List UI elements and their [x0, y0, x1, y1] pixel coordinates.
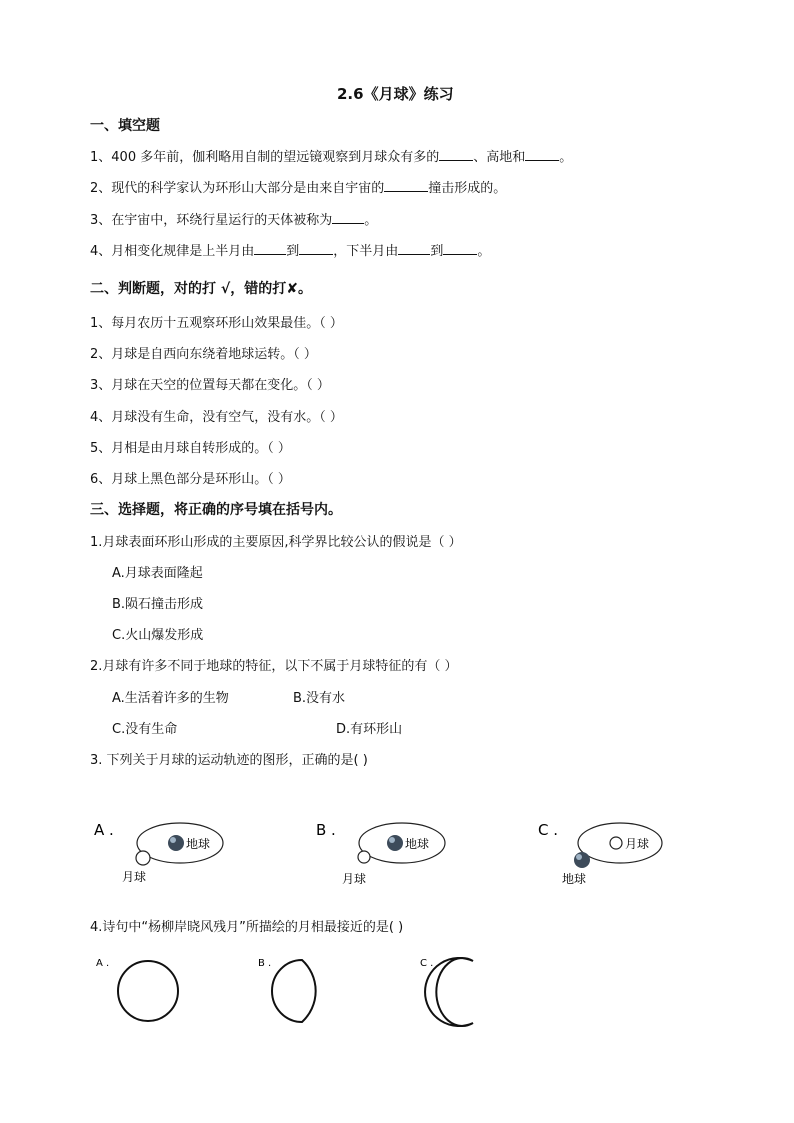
orbit-diagrams: [80, 805, 720, 895]
fill-q4-mid: ，下半月由: [333, 244, 399, 259]
answer-blank[interactable]: [443, 241, 477, 255]
full-moon-icon: [118, 961, 178, 1021]
fill-question-1: [90, 146, 572, 165]
orbit-diagram-b[interactable]: [316, 821, 445, 886]
moon-icon: [136, 851, 150, 865]
section1-heading: 一、填空题: [90, 118, 160, 134]
judge-item: 5、月相是由月球自转形成的。（ ）: [90, 441, 291, 456]
orbit-diagram-c[interactable]: [538, 821, 662, 886]
answer-blank[interactable]: [299, 241, 333, 255]
choice-q2-option-a[interactable]: A.生活着许多的生物: [112, 691, 229, 706]
earth-icon: [387, 835, 403, 851]
answer-blank[interactable]: [332, 210, 364, 224]
choice-q2-option-c[interactable]: C.没有生命: [112, 722, 178, 737]
choice-q1-option-a[interactable]: A.月球表面隆起: [112, 566, 203, 581]
judge-item: 2、月球是自西向东绕着地球运转。（ ）: [90, 347, 317, 362]
orbit-diagram-a[interactable]: [94, 821, 223, 884]
moon-icon: [358, 851, 370, 863]
gibbous-moon-icon: [272, 960, 316, 1022]
page-title: 2.6《月球》练习: [337, 85, 454, 103]
diagram-letter: A .: [94, 821, 114, 839]
fill-q4-to: 到: [286, 244, 300, 259]
moon-label: 月球: [122, 870, 147, 884]
fill-question-2: [90, 177, 506, 196]
moon-label: 月球: [342, 872, 367, 886]
fill-q3-end: 。: [364, 213, 378, 228]
earth-icon: [168, 835, 184, 851]
fill-q4-text: 4、月相变化规律是上半月由: [90, 244, 255, 259]
moon-label: 月球: [625, 837, 650, 851]
fill-q1-text: 1、400 多年前，伽利略用自制的望远镜观察到月球众有多的: [90, 150, 440, 165]
fill-q4-to2: 到: [430, 244, 444, 259]
choice-q1-option-c[interactable]: C.火山爆发形成: [112, 628, 204, 643]
moon-phase-c[interactable]: [420, 958, 473, 1026]
judge-item: 4、月球没有生命，没有空气，没有水。（ ）: [90, 410, 343, 425]
answer-blank[interactable]: [439, 147, 473, 161]
judge-item: 3、月球在天空的位置每天都在变化。（ ）: [90, 378, 330, 393]
earth-label: 地球: [562, 872, 587, 886]
moon-phase-b[interactable]: [258, 958, 316, 1022]
option-letter: A .: [96, 958, 110, 969]
judge-item: 6、月球上黑色部分是环形山。（ ）: [90, 472, 291, 487]
moon-icon: [610, 837, 622, 849]
answer-blank[interactable]: [384, 178, 428, 192]
option-letter: C .: [420, 958, 434, 969]
fill-q4-end: 。: [477, 244, 491, 259]
earth-label: 地球: [405, 837, 430, 851]
answer-blank[interactable]: [525, 147, 559, 161]
answer-blank[interactable]: [398, 241, 430, 255]
fill-q2-end: 撞击形成的。: [428, 181, 507, 196]
earth-label: 地球: [186, 837, 211, 851]
choice-q1-option-b[interactable]: B.陨石撞击形成: [112, 597, 204, 612]
earth-icon: [574, 852, 590, 868]
section3-heading: 三、选择题，将正确的序号填在括号内。: [90, 502, 342, 518]
fill-question-4: [90, 240, 490, 259]
fill-q1-end: 。: [559, 150, 573, 165]
choice-q1-stem: 1.月球表面环形山形成的主要原因,科学界比较公认的假说是（ ）: [90, 535, 462, 550]
answer-blank[interactable]: [254, 241, 286, 255]
diagram-letter: C .: [538, 821, 559, 839]
moon-phase-a[interactable]: [96, 958, 178, 1021]
choice-q3-stem: 3. 下列关于月球的运动轨迹的图形，正确的是( ): [90, 753, 368, 768]
fill-question-3: [90, 209, 377, 228]
section2-heading: 二、判断题，对的打 √，错的打✘。: [90, 281, 312, 297]
choice-q4-stem: 4.诗句中“杨柳岸晓风残月”所描绘的月相最接近的是( ): [90, 920, 404, 935]
fill-q3-text: 3、在宇宙中，环绕行星运行的天体被称为: [90, 213, 333, 228]
choice-q2-option-d[interactable]: D.有环形山: [336, 722, 403, 737]
option-letter: B .: [258, 958, 272, 969]
fill-q2-text: 2、现代的科学家认为环形山大部分是由来自宇宙的: [90, 181, 385, 196]
fill-q1-mid: 、高地和: [473, 150, 526, 165]
diagram-letter: B .: [316, 821, 336, 839]
judge-item: 1、每月农历十五观察环形山效果最佳。（ ）: [90, 316, 343, 331]
choice-q2-stem: 2.月球有许多不同于地球的特征，以下不属于月球特征的有（ ）: [90, 659, 458, 674]
choice-q2-option-b[interactable]: B.没有水: [293, 691, 346, 706]
moon-phase-options: [90, 950, 510, 1035]
